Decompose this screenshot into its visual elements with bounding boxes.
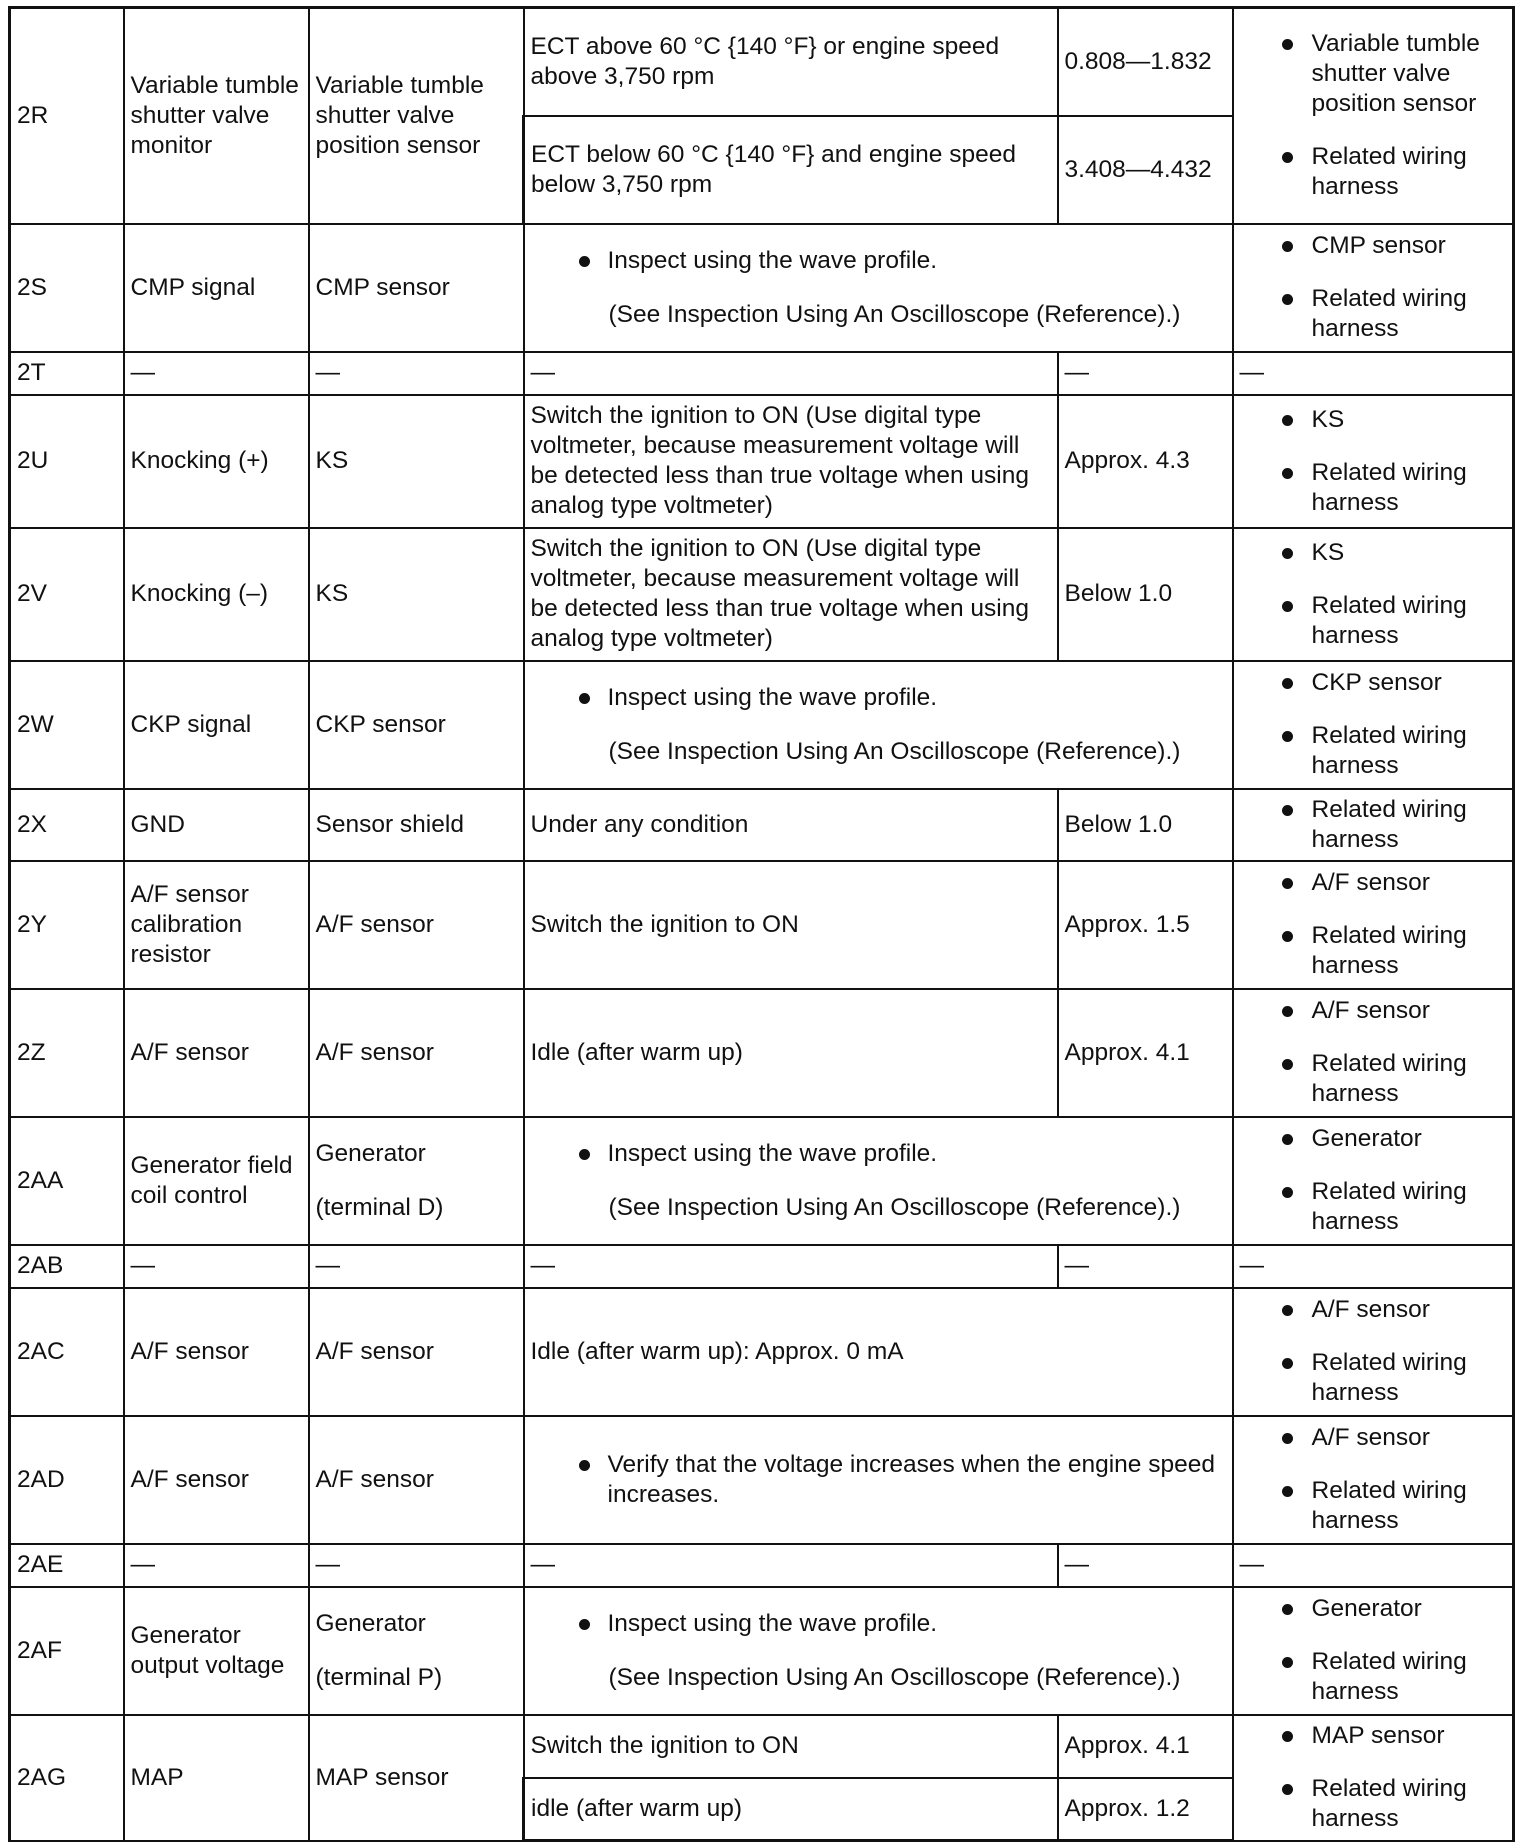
inspection-item-cell — [1233, 1288, 1514, 1416]
terminal-cell: 2AF — [10, 1587, 124, 1715]
condition-cell: idle (after warm up) — [524, 1778, 1058, 1841]
connected-to-cell: MAP — [124, 1715, 309, 1841]
condition-cell — [524, 661, 1233, 789]
port-name-cell: Variable tumble shutter valve position sensor — [309, 8, 524, 224]
inspection-item-cell — [1233, 861, 1514, 989]
terminal-cell: 2V — [10, 528, 124, 661]
connected-to-cell: CKP signal — [124, 661, 309, 789]
table-row — [10, 1544, 1514, 1587]
port-name-line: Generator — [315, 1139, 426, 1167]
inspection-item: Related wiring harness — [1240, 284, 1507, 344]
table-row — [10, 528, 1514, 661]
terminal-cell: 2AC — [10, 1288, 124, 1416]
condition-cell: ECT below 60 °C {140 °F} and engine speed below 3,750 rpm — [524, 116, 1058, 224]
condition-cell: Idle (after warm up) — [524, 989, 1058, 1117]
terminal-cell: 2S — [10, 224, 124, 352]
inspection-item: A/F sensor — [1240, 1295, 1507, 1325]
pcm-terminal-inspection-table — [8, 6, 1515, 1842]
port-name-line: Generator — [315, 1609, 426, 1637]
port-name-cell — [309, 1117, 524, 1245]
voltage-cell: — — [1058, 1544, 1233, 1587]
inspection-item: Related wiring harness — [1240, 1348, 1507, 1408]
terminal-cell: 2AD — [10, 1416, 124, 1544]
inspection-item-cell — [1233, 789, 1514, 861]
inspection-item-cell: — — [1233, 1245, 1514, 1288]
voltage-cell: Approx. 4.3 — [1058, 395, 1233, 528]
table-row — [10, 1117, 1514, 1245]
inspection-item: MAP sensor — [1240, 1721, 1507, 1751]
inspection-item-cell — [1233, 1117, 1514, 1245]
terminal-cell: 2U — [10, 395, 124, 528]
inspection-item-cell — [1233, 989, 1514, 1117]
port-name-cell: CMP sensor — [309, 224, 524, 352]
condition-cell: Switch the ignition to ON — [524, 861, 1058, 989]
port-name-cell: A/F sensor — [309, 1288, 524, 1416]
condition-cell: ECT above 60 °C {140 °F} or engine speed above 3,750 rpm — [524, 8, 1058, 116]
inspection-item-cell — [1233, 661, 1514, 789]
reference-note: (See Inspection Using An Oscilloscope (Reference).) — [608, 1193, 1181, 1221]
inspection-item: Generator — [1240, 1124, 1507, 1154]
inspection-item: KS — [1240, 405, 1507, 435]
voltage-cell: Approx. 4.1 — [1058, 989, 1233, 1117]
connected-to-cell: Knocking (–) — [124, 528, 309, 661]
inspection-item: Related wiring harness — [1240, 795, 1507, 855]
connected-to-cell: A/F sensor — [124, 1288, 309, 1416]
condition-cell — [524, 224, 1233, 352]
condition-bullet: Inspect using the wave profile. — [573, 246, 1226, 276]
inspection-item: Related wiring harness — [1240, 458, 1507, 518]
inspection-item: KS — [1240, 538, 1507, 568]
table-row — [10, 395, 1514, 528]
inspection-item: CKP sensor — [1240, 668, 1507, 698]
inspection-item-cell — [1233, 224, 1514, 352]
table-row — [10, 1245, 1514, 1288]
port-name-cell: — — [309, 352, 524, 395]
condition-bullet: Inspect using the wave profile. — [573, 1139, 1226, 1169]
port-name-cell: MAP sensor — [309, 1715, 524, 1841]
port-name-cell: A/F sensor — [309, 989, 524, 1117]
port-name-cell: — — [309, 1245, 524, 1288]
connected-to-cell: — — [124, 1544, 309, 1587]
connected-to-cell: — — [124, 1245, 309, 1288]
condition-cell — [524, 1587, 1233, 1715]
connected-to-cell: A/F sensor — [124, 1416, 309, 1544]
table-row — [10, 8, 1514, 116]
inspection-item-cell — [1233, 528, 1514, 661]
inspection-item-cell: — — [1233, 352, 1514, 395]
terminal-cell: 2Y — [10, 861, 124, 989]
condition-bullet: Inspect using the wave profile. — [573, 683, 1226, 713]
port-name-line: (terminal P) — [315, 1663, 443, 1691]
table-row — [10, 789, 1514, 861]
terminal-cell: 2W — [10, 661, 124, 789]
condition-cell: Switch the ignition to ON (Use digital type voltmeter, because measurement voltage will be detected less than true voltage when using analog type voltmeter) — [524, 395, 1058, 528]
inspection-item-cell: — — [1233, 1544, 1514, 1587]
inspection-item: Generator — [1240, 1594, 1507, 1624]
inspection-item: Related wiring harness — [1240, 1647, 1507, 1707]
reference-note: (See Inspection Using An Oscilloscope (Reference).) — [608, 1663, 1181, 1691]
inspection-item: A/F sensor — [1240, 868, 1507, 898]
connected-to-cell: Knocking (+) — [124, 395, 309, 528]
inspection-item: Related wiring harness — [1240, 1049, 1507, 1109]
terminal-cell: 2AA — [10, 1117, 124, 1245]
terminal-cell: 2R — [10, 8, 124, 224]
table-row — [10, 1288, 1514, 1416]
table-row — [10, 1416, 1514, 1544]
inspection-item: CMP sensor — [1240, 231, 1507, 261]
inspection-item: Related wiring harness — [1240, 921, 1507, 981]
table-row — [10, 989, 1514, 1117]
terminal-cell: 2AE — [10, 1544, 124, 1587]
table-row — [10, 661, 1514, 789]
voltage-cell: 0.808—1.832 — [1058, 8, 1233, 116]
condition-bullet: Verify that the voltage increases when the engine speed increases. — [573, 1450, 1226, 1510]
voltage-cell: — — [1058, 1245, 1233, 1288]
voltage-cell: Below 1.0 — [1058, 528, 1233, 661]
inspection-item-cell — [1233, 1715, 1514, 1841]
connected-to-cell: Generator field coil control — [124, 1117, 309, 1245]
port-name-cell — [309, 1587, 524, 1715]
terminal-cell: 2X — [10, 789, 124, 861]
condition-cell: — — [524, 1544, 1058, 1587]
inspection-item: Related wiring harness — [1240, 721, 1507, 781]
condition-cell — [524, 1117, 1233, 1245]
table-row — [10, 1587, 1514, 1715]
condition-cell: Under any condition — [524, 789, 1058, 861]
connected-to-cell: A/F sensor calibration resistor — [124, 861, 309, 989]
inspection-item: A/F sensor — [1240, 1423, 1507, 1453]
condition-cell: Switch the ignition to ON (Use digital type voltmeter, because measurement voltage will be detected less than true voltage when using analog type voltmeter) — [524, 528, 1058, 661]
terminal-cell: 2AB — [10, 1245, 124, 1288]
inspection-item-cell — [1233, 8, 1514, 224]
condition-cell: Switch the ignition to ON — [524, 1715, 1058, 1778]
port-name-cell: KS — [309, 395, 524, 528]
condition-cell: — — [524, 352, 1058, 395]
table-row — [10, 861, 1514, 989]
reference-note: (See Inspection Using An Oscilloscope (Reference).) — [608, 737, 1181, 765]
condition-cell — [524, 1416, 1233, 1544]
port-name-cell: A/F sensor — [309, 861, 524, 989]
voltage-cell: 3.408—4.432 — [1058, 116, 1233, 224]
voltage-cell: — — [1058, 352, 1233, 395]
table-row — [10, 224, 1514, 352]
port-name-cell: Sensor shield — [309, 789, 524, 861]
connected-to-cell: Variable tumble shutter valve monitor — [124, 8, 309, 224]
table-row — [10, 352, 1514, 395]
inspection-item-cell — [1233, 1587, 1514, 1715]
connected-to-cell: GND — [124, 789, 309, 861]
connected-to-cell: A/F sensor — [124, 989, 309, 1117]
port-name-cell: — — [309, 1544, 524, 1587]
inspection-item: Related wiring harness — [1240, 1177, 1507, 1237]
inspection-item: A/F sensor — [1240, 996, 1507, 1026]
inspection-item: Related wiring harness — [1240, 591, 1507, 651]
connected-to-cell: — — [124, 352, 309, 395]
terminal-cell: 2Z — [10, 989, 124, 1117]
inspection-item: Related wiring harness — [1240, 1774, 1507, 1834]
inspection-item: Related wiring harness — [1240, 142, 1507, 202]
condition-cell: Idle (after warm up): Approx. 0 mA — [524, 1288, 1233, 1416]
port-name-line: (terminal D) — [315, 1193, 444, 1221]
inspection-item: Variable tumble shutter valve position sensor — [1240, 29, 1507, 119]
inspection-item-cell — [1233, 1416, 1514, 1544]
table-row — [10, 1715, 1514, 1778]
port-name-cell: A/F sensor — [309, 1416, 524, 1544]
voltage-cell: Below 1.0 — [1058, 789, 1233, 861]
connected-to-cell: CMP signal — [124, 224, 309, 352]
inspection-item-cell — [1233, 395, 1514, 528]
port-name-cell: CKP sensor — [309, 661, 524, 789]
terminal-cell: 2T — [10, 352, 124, 395]
terminal-cell: 2AG — [10, 1715, 124, 1841]
reference-note: (See Inspection Using An Oscilloscope (Reference).) — [608, 300, 1181, 328]
voltage-cell: Approx. 1.5 — [1058, 861, 1233, 989]
port-name-cell: KS — [309, 528, 524, 661]
connected-to-cell: Generator output voltage — [124, 1587, 309, 1715]
condition-bullet: Inspect using the wave profile. — [573, 1609, 1226, 1639]
condition-cell: — — [524, 1245, 1058, 1288]
voltage-cell: Approx. 1.2 — [1058, 1778, 1233, 1841]
voltage-cell: Approx. 4.1 — [1058, 1715, 1233, 1778]
inspection-item: Related wiring harness — [1240, 1476, 1507, 1536]
